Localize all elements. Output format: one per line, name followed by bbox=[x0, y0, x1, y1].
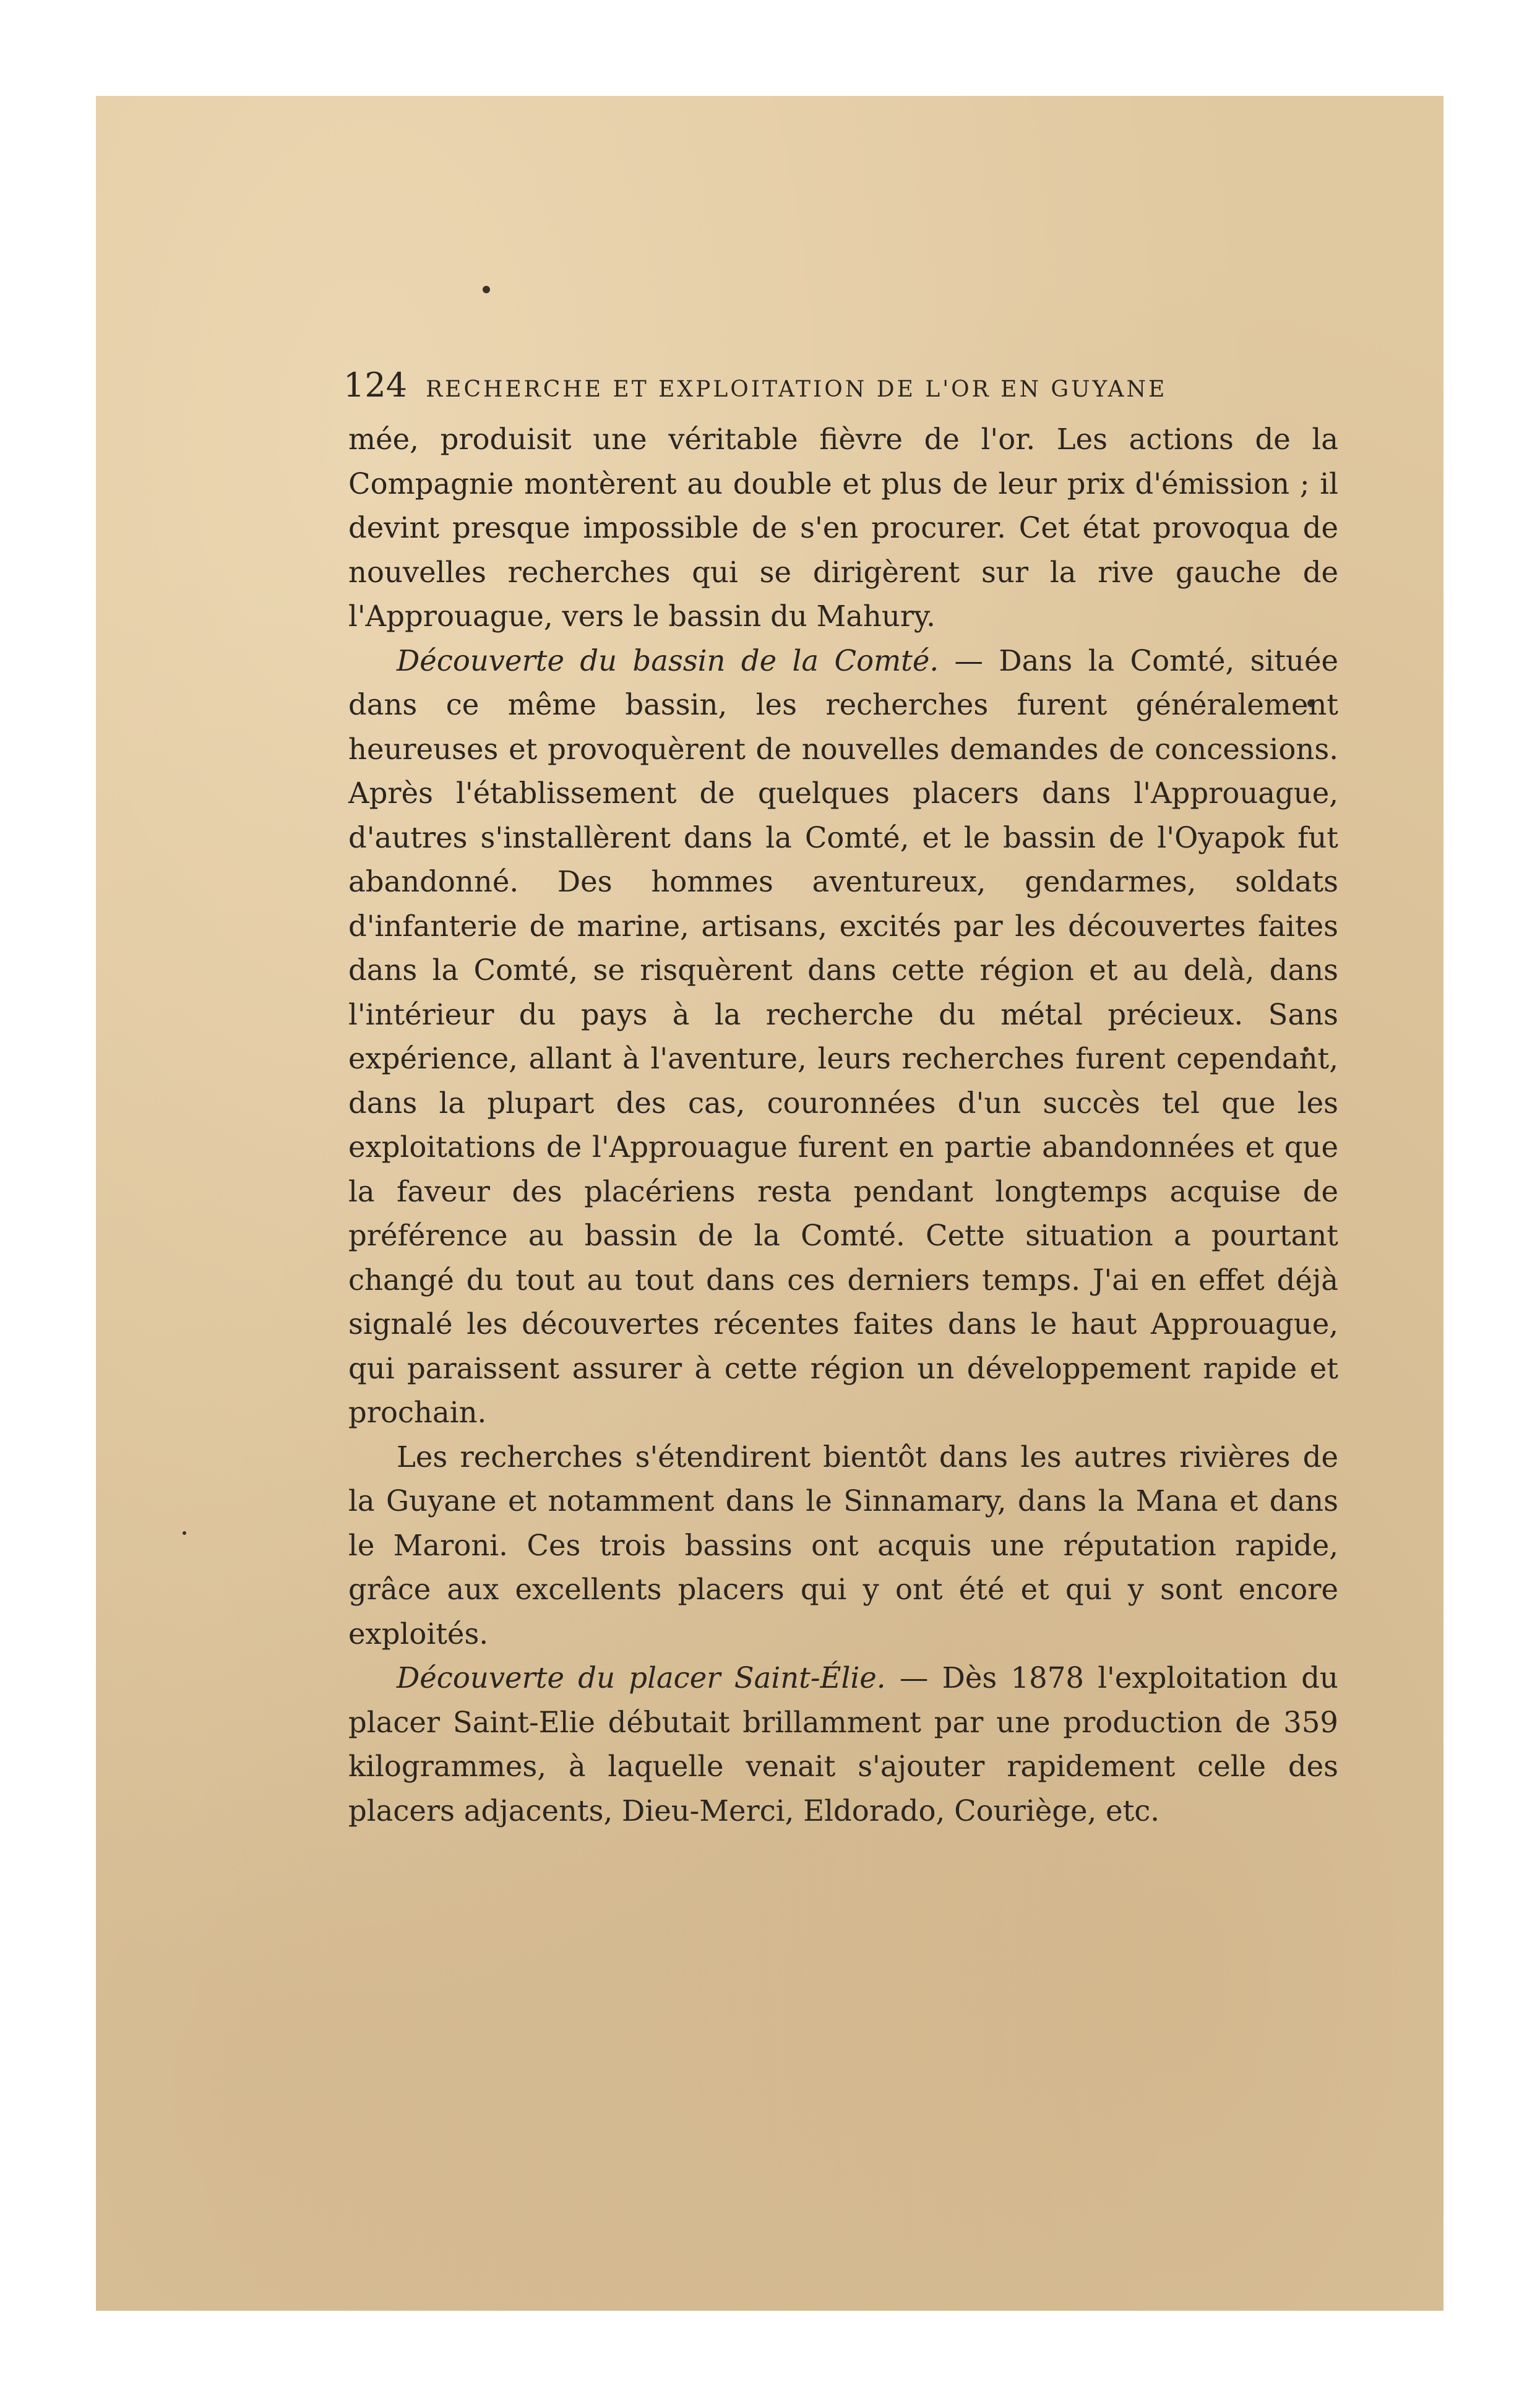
paragraph-text: Les recherches s'étendirent bientôt dans les autres rivières de la Guyane et notamment dans le Sinnamary, dans la Mana et dans le Maroni. Ces trois bassins ont acquis une réputation rapide, grâce aux excellents placers qui y ont été et qui y sont encore exploités. bbox=[348, 1440, 1338, 1651]
paragraph-text: — Dans la Comté, située dans ce même bassin, les recherches furent généralement heureuses et provoquèrent de nouvelles demandes de concessions. Après l'établissement de quelques placers dans l'Approuague, d'autres s'installèrent dans la Comté, et le bassin de l'Oyapok fut abandonné. Des hommes aventureux, gendarmes, soldats d'infanterie de marine, artisans, excités par les découvertes faites dans la Comté, se risquèrent dans cette région et au delà, dans l'intérieur du pays à la recherche du métal précieux. Sans expérience, allant à l'aventure, leurs recherches furent cependant, dans la plupart des cas, couronnées d'un succès tel que les exploitations de l'Approuague furent en partie abandonnées et que la faveur des placériens resta pendant longtemps acquise de préférence au bassin de la Comté. Cette situation a pourtant changé du tout au tout dans ces derniers temps. J'ai en effet déjà signalé les découvertes récentes faites dans le haut Approuague, qui paraissent assurer à cette région un développement rapide et prochain. bbox=[348, 643, 1338, 1429]
paragraph bbox=[348, 1435, 1338, 1657]
paragraph bbox=[348, 1656, 1338, 1833]
running-header bbox=[343, 366, 1340, 415]
paragraph bbox=[348, 418, 1338, 639]
ink-speck bbox=[183, 1531, 186, 1535]
body-text bbox=[348, 418, 1338, 1833]
running-title: RECHERCHE ET EXPLOITATION DE L'OR EN GUYANE bbox=[426, 377, 1168, 402]
scanned-page bbox=[96, 96, 1443, 2311]
paragraph bbox=[348, 639, 1338, 1435]
section-heading: Découverte du bassin de la Comté. bbox=[397, 643, 939, 677]
ink-speck bbox=[483, 286, 490, 293]
paragraph-text: mée, produisit une véritable fièvre de l'or. Les actions de la Compagnie montèrent au double et plus de leur prix d'émission ; il devint presque impossible de s'en procurer. Cet état provoqua de nouvelles recherches qui se dirigèrent sur la rive gauche de l'Approuague, vers le bassin du Mahury. bbox=[348, 423, 1338, 633]
section-heading: Découverte du placer Saint-Élie. bbox=[397, 1661, 886, 1695]
page-number: 124 bbox=[343, 366, 408, 405]
paragraph-text: — Dès 1878 l'exploitation du placer Saint-Elie débutait brillamment par une production de 359 kilogrammes, à laquelle venait s'ajouter rapidement celle des placers adjacents, Dieu-Merci, Eldorado, Couriège, etc. bbox=[348, 1661, 1339, 1828]
